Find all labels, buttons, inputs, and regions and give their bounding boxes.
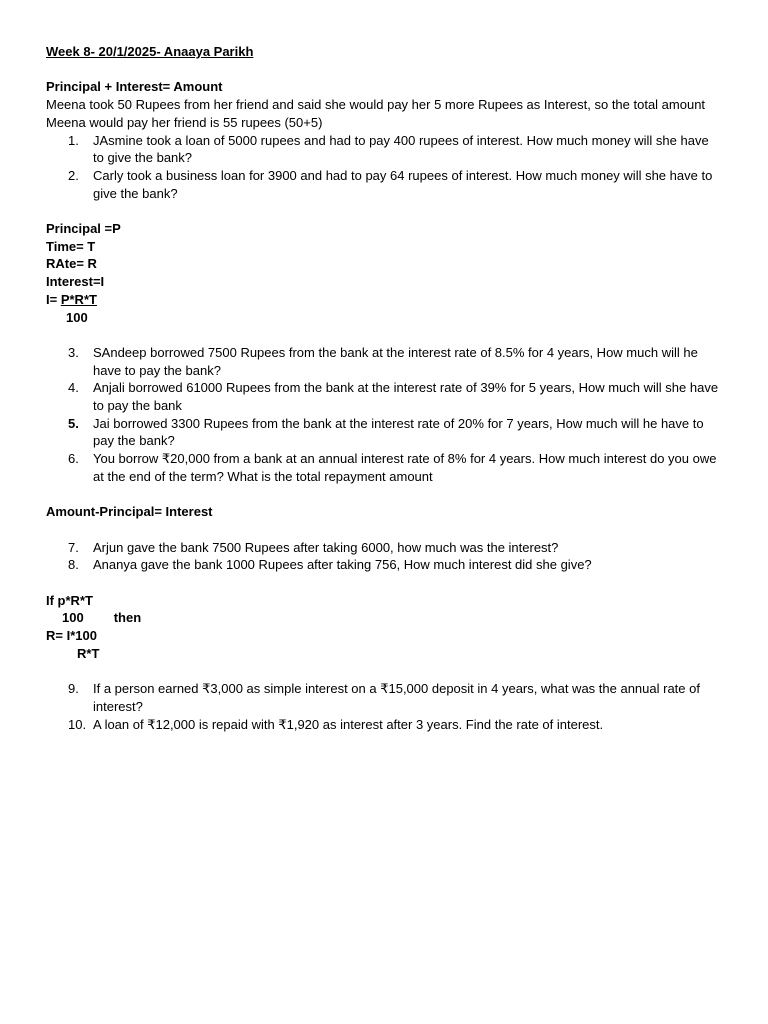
question-item bbox=[46, 344, 722, 379]
question-item bbox=[46, 379, 722, 414]
question-number: 3. bbox=[68, 344, 79, 360]
spacer bbox=[46, 574, 722, 592]
question-item bbox=[46, 167, 722, 202]
question-number: 4. bbox=[68, 380, 79, 396]
question-item bbox=[46, 716, 722, 734]
question-item bbox=[46, 132, 722, 167]
question-text: Jai borrowed 3300 Rupees from the bank at the interest rate of 20% for 7 years, How much will he have to pay the bank? bbox=[93, 415, 704, 449]
question-item bbox=[46, 680, 722, 715]
rate-formula-line-4: R*T bbox=[77, 645, 100, 661]
interest-formula bbox=[46, 291, 722, 309]
spacer bbox=[46, 326, 722, 344]
question-number: 7. bbox=[68, 539, 79, 555]
rate-formula-line-1: If p*R*T bbox=[46, 592, 93, 608]
question-number: 2. bbox=[68, 167, 79, 183]
question-number: 1. bbox=[68, 132, 79, 148]
question-number: 5. bbox=[68, 415, 79, 431]
rate-formula-denominator: 100 bbox=[62, 610, 84, 626]
question-number: 8. bbox=[68, 557, 79, 573]
rate-formula bbox=[46, 592, 722, 663]
interest-definition: Interest=I bbox=[46, 274, 105, 290]
time-definition: Time= T bbox=[46, 238, 96, 254]
question-list-3 bbox=[46, 539, 722, 574]
question-text: JAsmine took a loan of 5000 rupees and had to pay 400 rupees of interest. How much money will she have to give the bank? bbox=[93, 132, 709, 166]
page-title: Week 8- 20/1/2025- Anaaya Parikh bbox=[46, 44, 254, 59]
rate-definition: RAte= R bbox=[46, 256, 97, 272]
formula-numerator: P*R*T bbox=[60, 291, 97, 307]
question-item bbox=[46, 556, 722, 574]
question-text: Arjun gave the bank 7500 Rupees after taking 6000, how much was the interest? bbox=[93, 539, 559, 555]
formula-denominator: 100 bbox=[66, 309, 88, 325]
section-heading-amount: Principal + Interest= Amount bbox=[46, 79, 223, 95]
question-number: 10. bbox=[68, 716, 87, 732]
question-text: Ananya gave the bank 1000 Rupees after taking 756, How much interest did she give? bbox=[93, 557, 592, 573]
rate-formula-line-3: R= I*100 bbox=[46, 628, 97, 644]
spacer bbox=[46, 61, 722, 79]
question-text: SAndeep borrowed 7500 Rupees from the bank at the interest rate of 8.5% for 4 years, How much will he have to pay the bank? bbox=[93, 344, 698, 378]
question-item bbox=[46, 415, 722, 450]
question-item bbox=[46, 539, 722, 557]
spacer bbox=[46, 202, 722, 220]
rate-formula-then: then bbox=[113, 610, 142, 626]
formula-definitions bbox=[46, 220, 722, 326]
question-list-4 bbox=[46, 680, 722, 733]
spacer bbox=[46, 486, 722, 504]
intro-paragraph: Meena took 50 Rupees from her friend and said she would pay her 5 more Rupees as Interest, so the total amount Meena would pay her friend is 55 rupees (50+5) bbox=[46, 97, 706, 130]
principal-definition: Principal =P bbox=[46, 221, 121, 236]
question-text: Carly took a business loan for 3900 and had to pay 64 rupees of interest. How much money will she have to give the bank? bbox=[93, 167, 713, 201]
question-list-2 bbox=[46, 344, 722, 486]
question-text: You borrow ₹20,000 from a bank at an annual interest rate of 8% for 4 years. How much interest do you owe at the end of the term? What is the total repayment amount bbox=[93, 451, 717, 484]
question-text: If a person earned ₹3,000 as simple interest on a ₹15,000 deposit in 4 years, what was the annual rate of interest? bbox=[93, 681, 700, 714]
section-heading-interest: Amount-Principal= Interest bbox=[46, 504, 213, 520]
formula-prefix: I= bbox=[46, 291, 61, 307]
spacer bbox=[46, 663, 722, 681]
question-item bbox=[46, 450, 722, 485]
question-number: 9. bbox=[68, 681, 79, 697]
question-text: Anjali borrowed 61000 Rupees from the bank at the interest rate of 39% for 5 years, How much will she have to pay the bank bbox=[93, 380, 719, 414]
spacer bbox=[46, 521, 722, 539]
question-list-1 bbox=[46, 132, 722, 203]
question-text: A loan of ₹12,000 is repaid with ₹1,920 as interest after 3 years. Find the rate of interest. bbox=[93, 716, 604, 732]
question-number: 6. bbox=[68, 451, 79, 467]
rate-formula-line-2 bbox=[46, 609, 722, 627]
